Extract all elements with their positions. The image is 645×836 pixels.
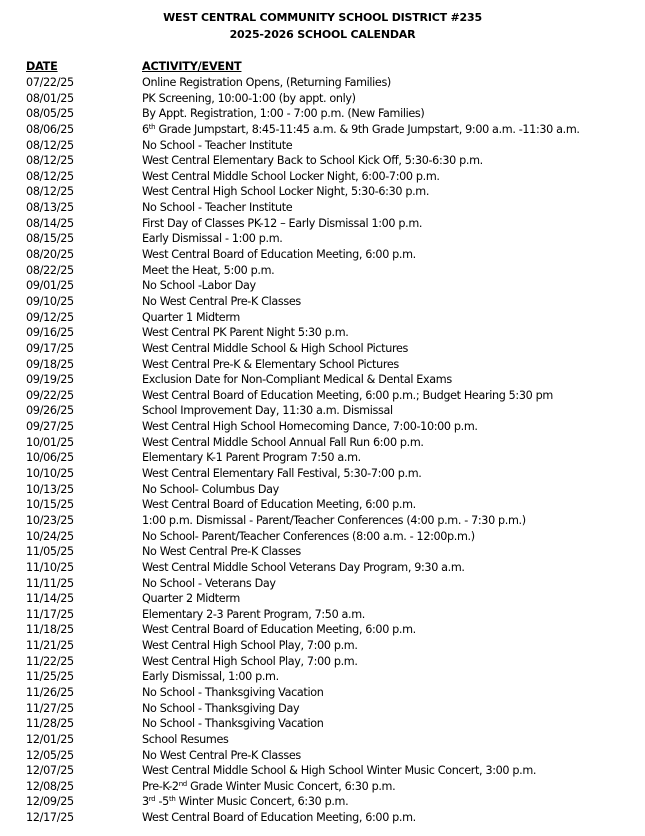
event-row [0, 184, 645, 200]
activity-text: School Resumes [142, 732, 229, 746]
activity-text: Early Dismissal, 1:00 p.m. [142, 670, 279, 684]
activity-text: West Central High School Play, 7:00 p.m. [142, 654, 358, 668]
calendar-title: 2025-2026 SCHOOL CALENDAR [229, 28, 416, 41]
activity-text: West Central Board of Education Meeting, 6:00 p.m. [142, 811, 416, 825]
activity-text: First Day of Classes PK-12 – Early Dismissal 1:00 p.m. [142, 216, 423, 230]
event-row [0, 231, 645, 247]
event-activity [142, 607, 365, 623]
event-activity [142, 716, 323, 732]
date-column-header: DATE [26, 60, 58, 73]
activity-text: West Central Middle School Annual Fall Run 6:00 p.m. [142, 435, 424, 449]
event-row [0, 403, 645, 419]
event-row [0, 75, 645, 91]
event-date: 09/26/25 [26, 404, 74, 418]
event-row [0, 153, 645, 169]
activity-text: West Central Middle School Locker Night, 6:00-7:00 p.m. [142, 169, 440, 183]
event-row [0, 357, 645, 373]
event-activity [142, 341, 408, 357]
event-activity [142, 403, 393, 419]
event-activity [142, 200, 292, 216]
activity-column-header: ACTIVITY/EVENT [142, 60, 242, 73]
event-row [0, 560, 645, 576]
event-activity [142, 357, 399, 373]
event-activity [142, 560, 465, 576]
activity-text: No School - Teacher Institute [142, 138, 293, 152]
event-date: 09/17/25 [26, 341, 74, 355]
event-activity [142, 231, 282, 247]
event-activity [142, 591, 240, 607]
event-activity [142, 419, 478, 435]
event-activity [142, 513, 526, 529]
event-date: 12/09/25 [26, 795, 74, 809]
event-activity [142, 325, 348, 341]
event-activity [142, 435, 424, 451]
event-activity [142, 544, 301, 560]
activity-text: No School - Thanksgiving Vacation [142, 685, 324, 699]
event-row [0, 544, 645, 560]
activity-text: West Central Board of Education Meeting, 6:00 p.m. [142, 623, 416, 637]
event-date: 08/12/25 [26, 138, 74, 152]
event-date: 11/22/25 [26, 654, 74, 668]
event-activity [142, 497, 416, 513]
event-row [0, 247, 645, 263]
event-date: 11/05/25 [26, 545, 74, 559]
event-activity [142, 482, 279, 498]
event-date: 10/23/25 [26, 513, 74, 527]
activity-text: West Central Middle School & High School Winter Music Concert, 3:00 p.m. [142, 764, 537, 778]
event-activity [142, 310, 240, 326]
activity-text: No School - Thanksgiving Day [142, 701, 300, 715]
event-activity [142, 638, 358, 654]
event-date: 11/18/25 [26, 623, 74, 637]
event-activity [142, 91, 356, 107]
event-activity [142, 529, 475, 545]
event-date: 09/12/25 [26, 310, 74, 324]
event-row [0, 607, 645, 623]
event-row [0, 122, 645, 138]
activity-text: No West Central Pre-K Classes [142, 748, 301, 762]
event-activity [142, 153, 483, 169]
activity-text: No School - Veterans Day [142, 576, 276, 590]
event-activity [142, 763, 536, 779]
event-date: 11/14/25 [26, 592, 74, 606]
event-activity [142, 216, 422, 232]
event-row [0, 216, 645, 232]
activity-text: No West Central Pre-K Classes [142, 545, 301, 559]
event-row [0, 450, 645, 466]
event-date: 10/01/25 [26, 435, 74, 449]
event-row [0, 638, 645, 654]
activity-text: PK Screening, 10:00-1:00 (by appt. only) [142, 91, 356, 105]
event-row [0, 294, 645, 310]
activity-text: Grade Jumpstart, 8:45-11:45 a.m. & 9th Grade Jumpstart, 9:00 a.m. -11:30 a.m. [155, 122, 580, 136]
event-row [0, 341, 645, 357]
activity-text: West Central Middle School & High School Pictures [142, 341, 408, 355]
event-row [0, 701, 645, 717]
event-date: 08/01/25 [26, 91, 74, 105]
activity-text: West Central Board of Education Meeting, 6:00 p.m. [142, 498, 416, 512]
event-activity [142, 685, 323, 701]
event-activity [142, 450, 361, 466]
event-date: 08/15/25 [26, 232, 74, 246]
activity-text: West Central Elementary Fall Festival, 5:30-7:00 p.m. [142, 467, 422, 481]
activity-text: No School- Columbus Day [142, 482, 279, 496]
event-date: 08/05/25 [26, 107, 74, 121]
event-row [0, 91, 645, 107]
event-row [0, 794, 645, 810]
event-row [0, 466, 645, 482]
activity-text: West Central High School Homecoming Dance, 7:00-10:00 p.m. [142, 420, 478, 434]
event-activity [142, 294, 301, 310]
activity-text: No West Central Pre-K Classes [142, 294, 301, 308]
event-row [0, 716, 645, 732]
event-date: 09/16/25 [26, 326, 74, 340]
activity-text: By Appt. Registration, 1:00 - 7:00 p.m. (New Families) [142, 107, 425, 121]
event-activity [142, 138, 292, 154]
event-date: 12/07/25 [26, 764, 74, 778]
event-row [0, 779, 645, 795]
event-activity [142, 701, 299, 717]
event-date: 09/18/25 [26, 357, 74, 371]
event-row [0, 654, 645, 670]
event-date: 11/11/25 [26, 576, 74, 590]
activity-text: 3 [142, 795, 149, 809]
event-activity [142, 466, 421, 482]
event-activity [142, 794, 348, 810]
event-activity [142, 247, 416, 263]
event-activity [142, 169, 440, 185]
event-date: 09/10/25 [26, 294, 74, 308]
event-date: 12/01/25 [26, 732, 74, 746]
activity-text: Elementary K-1 Parent Program 7:50 a.m. [142, 451, 361, 465]
event-date: 09/22/25 [26, 388, 74, 402]
event-date: 10/06/25 [26, 451, 74, 465]
event-activity [142, 184, 429, 200]
event-date: 09/27/25 [26, 420, 74, 434]
event-row [0, 497, 645, 513]
activity-text: 6 [142, 122, 149, 136]
activity-text: Quarter 2 Midterm [142, 592, 240, 606]
event-date: 08/14/25 [26, 216, 74, 230]
activity-text: West Central High School Locker Night, 5:30-6:30 p.m. [142, 185, 430, 199]
event-row [0, 106, 645, 122]
event-date: 07/22/25 [26, 76, 74, 89]
event-date: 08/06/25 [26, 122, 74, 136]
activity-text: West Central Elementary Back to School Kick Off, 5:30-6:30 p.m. [142, 154, 483, 168]
event-row [0, 200, 645, 216]
event-date: 10/15/25 [26, 498, 74, 512]
event-row [0, 372, 645, 388]
activity-text: West Central Middle School Veterans Day Program, 9:30 a.m. [142, 560, 465, 574]
activity-text: West Central Board of Education Meeting, 6:00 p.m.; Budget Hearing 5:30 pm [142, 388, 553, 402]
event-row [0, 591, 645, 607]
event-date: 11/26/25 [26, 685, 74, 699]
event-date: 12/17/25 [26, 811, 74, 825]
event-activity [142, 622, 416, 638]
event-row [0, 576, 645, 592]
activity-text: 1:00 p.m. Dismissal - Parent/Teacher Conferences (4:00 p.m. - 7:30 p.m.) [142, 513, 526, 527]
ordinal-suffix: rd [148, 795, 156, 804]
event-activity [142, 669, 279, 685]
event-row [0, 263, 645, 279]
event-row [0, 169, 645, 185]
event-date: 11/25/25 [26, 670, 74, 684]
event-date: 08/12/25 [26, 169, 74, 183]
activity-text: Early Dismissal - 1:00 p.m. [142, 232, 283, 246]
event-date: 10/10/25 [26, 467, 74, 481]
event-row [0, 732, 645, 748]
activity-text: Meet the Heat, 5:00 p.m. [142, 263, 275, 277]
activity-text: West Central PK Parent Night 5:30 p.m. [142, 326, 349, 340]
event-activity [142, 654, 358, 670]
event-date: 09/01/25 [26, 279, 74, 293]
activity-text: Exclusion Date for Non-Compliant Medical & Dental Exams [142, 373, 452, 387]
event-row [0, 310, 645, 326]
event-activity [142, 75, 391, 91]
event-row [0, 529, 645, 545]
event-row [0, 419, 645, 435]
activity-text: Grade Winter Music Concert, 6:30 p.m. [186, 779, 396, 793]
activity-text: No School- Parent/Teacher Conferences (8:00 a.m. - 12:00p.m.) [142, 529, 475, 543]
event-activity [142, 576, 276, 592]
event-row [0, 622, 645, 638]
event-date: 11/17/25 [26, 607, 74, 621]
activity-text: School Improvement Day, 11:30 a.m. Dismissal [142, 404, 393, 418]
activity-text: West Central Pre-K & Elementary School Pictures [142, 357, 399, 371]
event-activity [142, 106, 424, 122]
activity-text: No School - Thanksgiving Vacation [142, 717, 324, 731]
event-date: 08/13/25 [26, 201, 74, 215]
activity-text: Quarter 1 Midterm [142, 310, 240, 324]
event-activity [142, 732, 228, 748]
event-activity [142, 278, 256, 294]
event-activity [142, 779, 395, 795]
event-date: 11/10/25 [26, 560, 74, 574]
event-date: 08/20/25 [26, 248, 74, 262]
event-row [0, 278, 645, 294]
activity-text: Online Registration Opens, (Returning Families) [142, 76, 391, 89]
event-date: 08/22/25 [26, 263, 74, 277]
ordinal-suffix: th [148, 122, 156, 131]
activity-text: Pre-K-2 [142, 779, 179, 793]
event-activity [142, 388, 553, 404]
event-row [0, 810, 645, 826]
event-date: 09/19/25 [26, 373, 74, 387]
event-list [0, 75, 645, 826]
event-activity [142, 810, 416, 826]
event-date: 11/27/25 [26, 701, 74, 715]
event-row [0, 513, 645, 529]
activity-text: -5 [155, 795, 169, 809]
event-activity [142, 263, 274, 279]
ordinal-suffix: nd [178, 779, 187, 788]
event-date: 08/12/25 [26, 185, 74, 199]
activity-text: No School -Labor Day [142, 279, 256, 293]
activity-text: West Central Board of Education Meeting, 6:00 p.m. [142, 248, 416, 262]
activity-text: Winter Music Concert, 6:30 p.m. [175, 795, 349, 809]
event-activity [142, 122, 580, 138]
event-row [0, 388, 645, 404]
event-row [0, 435, 645, 451]
event-row [0, 325, 645, 341]
activity-text: West Central High School Play, 7:00 p.m. [142, 639, 358, 653]
event-date: 11/21/25 [26, 639, 74, 653]
event-row [0, 669, 645, 685]
event-date: 10/24/25 [26, 529, 74, 543]
event-row [0, 138, 645, 154]
event-date: 12/08/25 [26, 779, 74, 793]
event-date: 12/05/25 [26, 748, 74, 762]
activity-text: Elementary 2-3 Parent Program, 7:50 a.m. [142, 607, 366, 621]
event-date: 11/28/25 [26, 717, 74, 731]
event-activity [142, 748, 301, 764]
event-row [0, 685, 645, 701]
event-date: 10/13/25 [26, 482, 74, 496]
activity-text: No School - Teacher Institute [142, 201, 293, 215]
district-title: WEST CENTRAL COMMUNITY SCHOOL DISTRICT #235 [163, 11, 482, 24]
ordinal-suffix: th [168, 795, 176, 804]
event-date: 08/12/25 [26, 154, 74, 168]
event-row [0, 482, 645, 498]
event-row [0, 748, 645, 764]
event-activity [142, 372, 452, 388]
event-row [0, 763, 645, 779]
